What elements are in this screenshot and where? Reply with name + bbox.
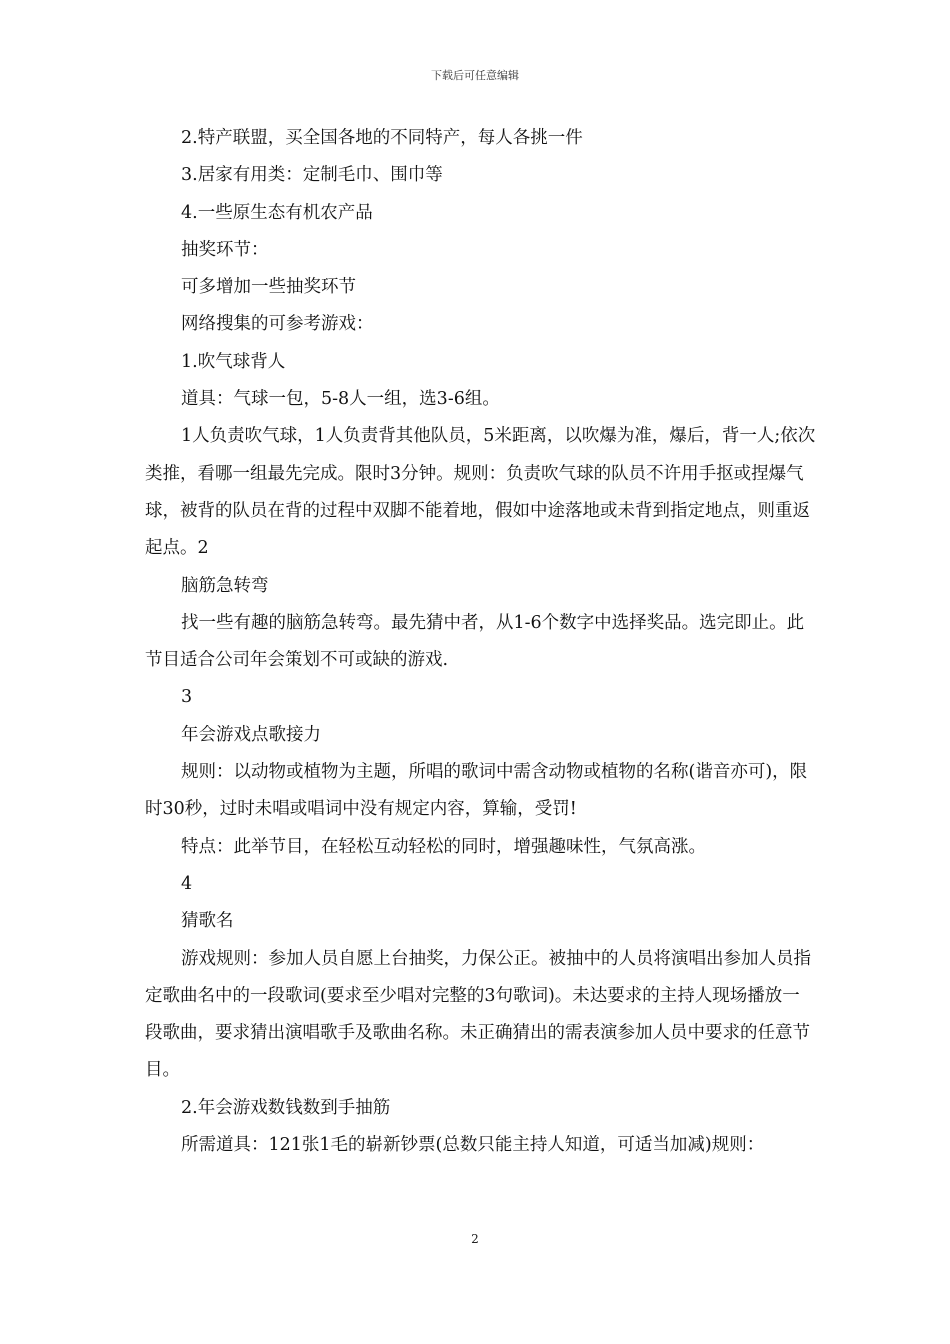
paragraph: 3.居家有用类：定制毛巾、围巾等 <box>181 165 443 186</box>
paragraph: 2.特产联盟，买全国各地的不同特产，每人各挑一件 <box>181 128 583 148</box>
page-header: 下载后可任意编辑 <box>431 69 519 82</box>
section-number: 4 <box>181 873 193 894</box>
section-heading: 抽奖环节： <box>181 239 269 260</box>
paragraph: 找一些有趣的脑筋急转弯。最先猜中者，从1-6个数字中选择奖品。选完即止。此节目适合公司年会策划不可或缺的游戏. <box>145 612 805 671</box>
game-title: 猜歌名 <box>181 911 234 932</box>
paragraph: 所需道具：121张1毛的崭新钞票(总数只能主持人知道，可适当加减)规则： <box>181 1135 765 1156</box>
game-title: 脑筋急转弯 <box>181 575 269 596</box>
document-body <box>145 120 817 1164</box>
paragraph: 规则：以动物或植物为主题，所唱的歌词中需含动物或植物的名称(谐音亦可)，限时30秒，过时未唱或唱词中没有规定内容，算输，受罚! <box>145 762 808 820</box>
paragraph: 4.一些原生态有机农产品 <box>181 202 373 223</box>
paragraph: 1人负责吹气球，1人负责背其他队员，5米距离，以吹爆为准，爆后，背一人;依次类推，看哪一组最先完成。限时3分钟。规则：负责吹气球的队员不许用手抠或捏爆气球，被背的队员在背的过程中双脚不能着地，假如中途落地或未背到指定地点，则重返起点。2 <box>145 426 816 559</box>
paragraph: 道具：气球一包，5-8人一组，选3-6组。 <box>181 389 500 410</box>
game-title: 年会游戏点歌接力 <box>181 724 321 745</box>
section-heading: 网络搜集的可参考游戏： <box>181 314 374 335</box>
paragraph: 特点：此举节目，在轻松互动轻松的同时，增强趣味性，气氛高涨。 <box>181 836 706 857</box>
section-number: 3 <box>181 687 193 708</box>
paragraph: 游戏规则：参加人员自愿上台抽奖，力保公正。被抽中的人员将演唱出参加人员指定歌曲名中的一段歌词(要求至少唱对完整的3句歌词)。未达要求的主持人现场播放一段歌曲，要求猜出演唱歌手及歌曲名称。未正确猜出的需表演参加人员中要求的任意节目。 <box>145 948 811 1081</box>
paragraph: 可多增加一些抽奖环节 <box>181 277 356 298</box>
page-number: 2 <box>471 1232 479 1246</box>
game-title: 2.年会游戏数钱数到手抽筋 <box>181 1097 391 1118</box>
game-title: 1.吹气球背人 <box>181 351 286 372</box>
